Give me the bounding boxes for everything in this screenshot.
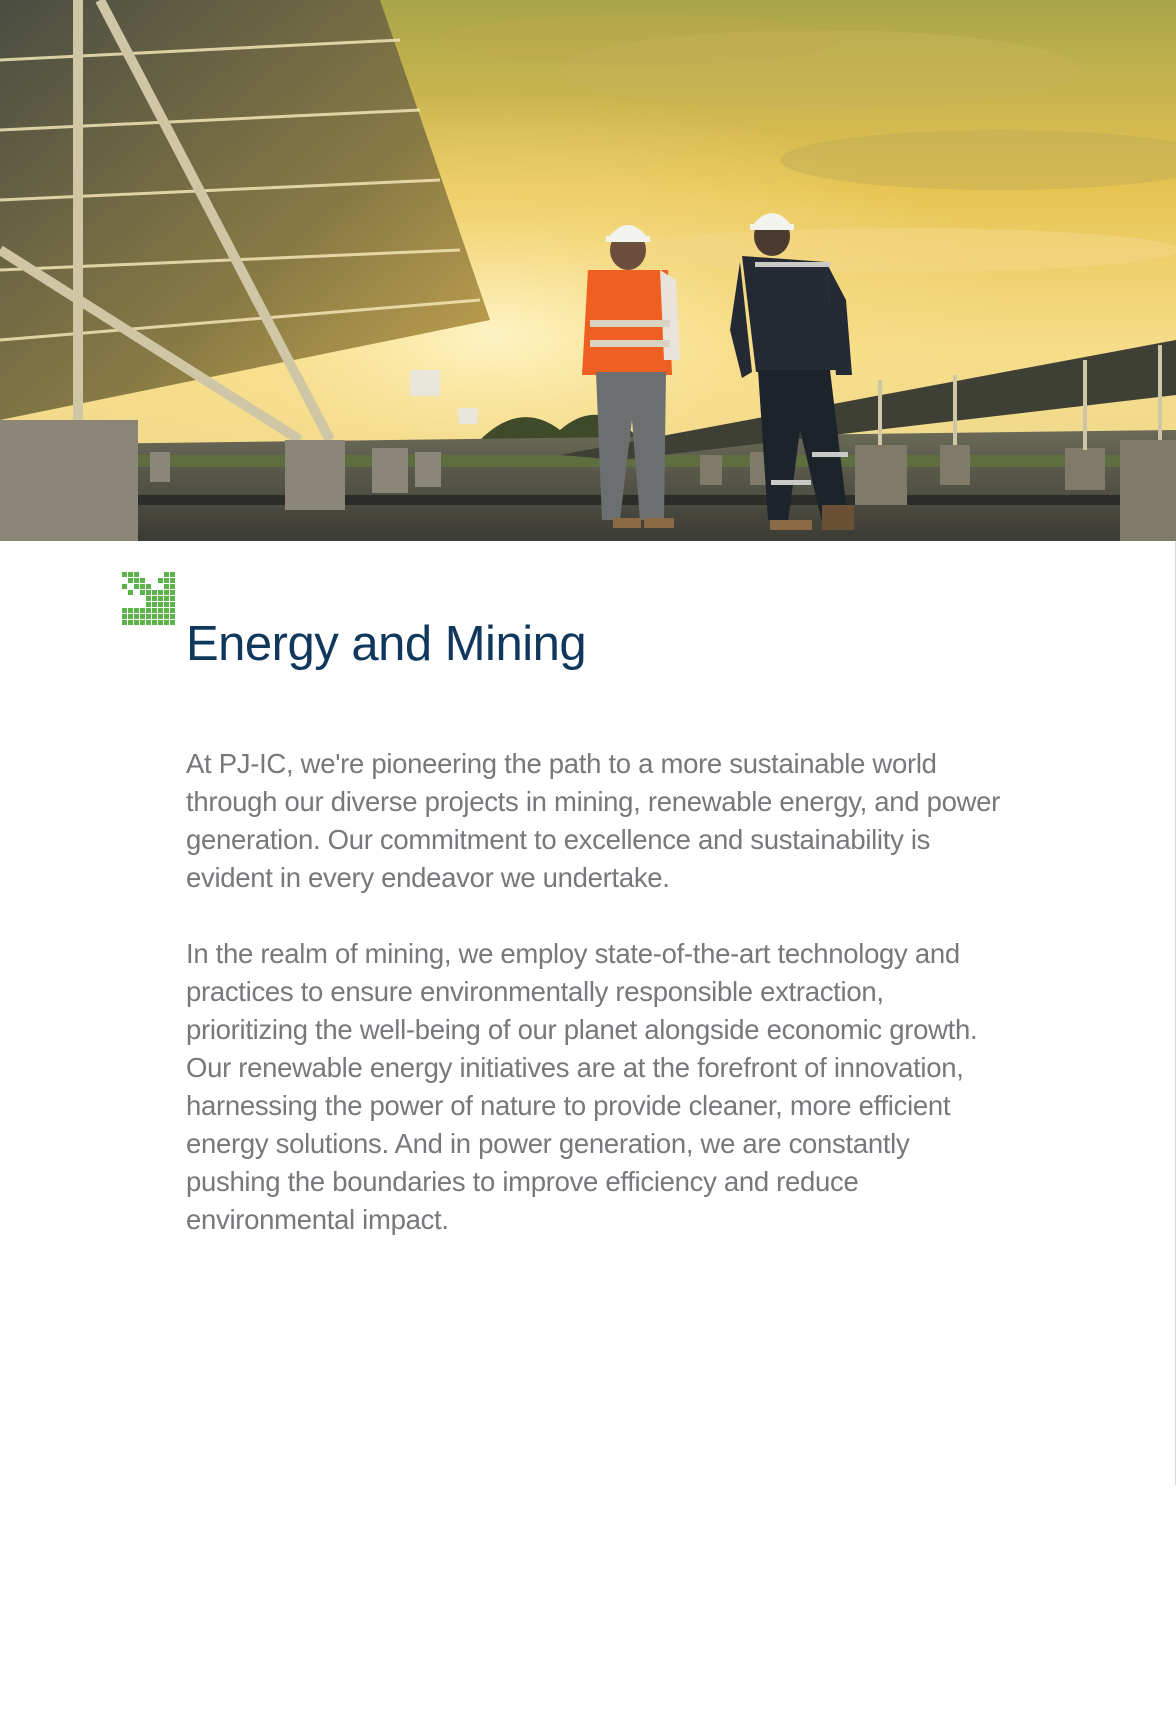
body-text: [186, 745, 1006, 1277]
hero-image: [0, 0, 1176, 541]
paragraph-intro: At PJ-IC, we're pioneering the path to a more sustainable world through our diverse projects in mining, renewable energy, and power generation. Our commitment to excellence and sustainability is evident in every endeavor we undertake.: [186, 748, 1001, 893]
page-title: Energy and Mining: [186, 617, 587, 671]
green-pixel-arrow-icon: [122, 572, 176, 626]
paragraph-details: In the realm of mining, we employ state-of-the-art technology and practices to ensure environmentally responsible extraction, prioritizing the well-being of our planet alongside economic growth. Our renewable energy initiatives are at the forefront of innovation, harnessing the power of nature to provide cleaner, more efficient energy solutions. And in power generation, we are constantly pushing the boundaries to improve efficiency and reduce environmental impact.: [186, 938, 978, 1235]
